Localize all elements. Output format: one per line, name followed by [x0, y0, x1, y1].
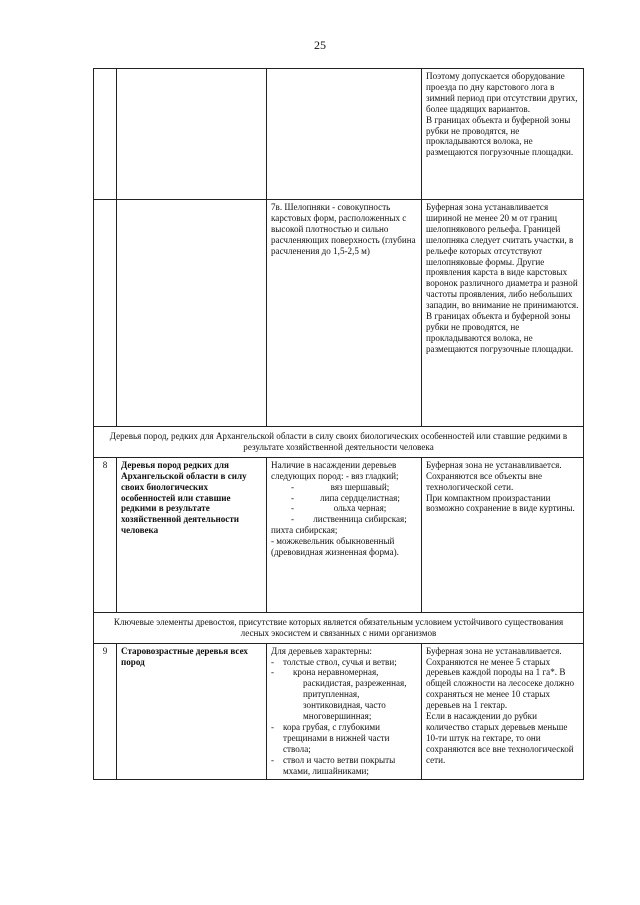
measures-text: Поэтому допускается оборудование проезда по дну карстового лога в зимний период при отсутствии других, более щадящих вариантов. [426, 71, 578, 114]
list-item: - кора грубая, с глубокими трещинами в нижней части ствола; [271, 722, 417, 755]
row-number: 8 [94, 457, 117, 612]
cell-name [117, 69, 267, 200]
measures-text: Сохраняются все объекты вне технологической сети. [426, 470, 543, 492]
cell-num [94, 69, 117, 200]
measures-text: Если в насаждении до рубки количество старых деревьев меньше 10-ти штук на гектаре, то они сохраняются все вне технологической сети. [426, 711, 574, 765]
object-name: Старовозрастные деревья всех пород [117, 643, 267, 779]
measures-text: Буферная зона устанавливается шириной не менее 20 м от границ шелопнякового рельефа. Границей шелопняка следует считать участки, в рельефе которых отсутствуют шелопняковые формы. Другие проявления карста в виде карстовых воронок различного диаметра и разной частоты проявления, либо небольших западин, во внимание не принимаются. [426, 202, 579, 311]
section-heading-row [94, 612, 584, 643]
measures-text: В границах объекта и буферной зоны рубки не проводятся, не прокладываются волока, не размещаются погрузочные площадки. [426, 114, 574, 158]
list-item: - крона неравномерная, [271, 667, 417, 678]
table-row-8 [94, 457, 584, 612]
signs-intro: Наличие в насаждении деревьев следующих пород: - вяз гладкий; [271, 459, 399, 481]
list-item: - ствол и часто ветви покрыты мхами, лишайниками; [271, 755, 417, 777]
signs-intro: Для деревьев характерны: [271, 645, 372, 656]
table-row-9 [94, 643, 584, 779]
cell-signs: 7в. Шелопняки - совокупность карстовых форм, расположенных с высокой плотностью и сильно расчленяющих поверхность (глубина расчленения до 1,5-2,5 м) [267, 200, 422, 427]
list-item: - вяз шершавый; [271, 482, 417, 493]
cell-signs [267, 643, 422, 779]
section-heading: Деревья пород, редких для Архангельской области в силу своих биологических особенностей или ставшие редкими в результате хозяйственной деятельности человека [94, 427, 584, 458]
object-name: Деревья пород редких для Архангельской области в силу своих биологических особенностей или ставшие редкими в результате хозяйственной деятельности человека [117, 457, 267, 612]
measures-text: Сохраняются не менее 5 старых деревьев каждой породы на 1 га*. В общей сложности на лесосеке должно сохраняться не менее 10 старых деревьев на 1 гектар. [426, 656, 575, 711]
list-item: пихта сибирская; [271, 525, 338, 536]
cell-measures [422, 200, 584, 427]
list-item-cont: раскидистая, разреженная, притупленная, зонтиковидная, часто многовершинная; [303, 678, 407, 722]
cell-signs [267, 457, 422, 612]
list-item: - толстые ствол, сучья и ветви; [271, 657, 417, 668]
measures-text: В границах объекта и буферной зоны рубки не проводятся, не прокладываются волока, не размещаются погрузочные площадки. [426, 311, 574, 354]
measures-text: Буферная зона не устанавливается. [426, 645, 562, 656]
list-item: - лиственница сибирская; [271, 514, 417, 525]
list-item: - ольха черная; [271, 503, 417, 514]
signs-tail: - можжевельник обыкновенный (древовидная жизненная форма). [271, 536, 399, 558]
list-item: - липа сердцелистная; [271, 493, 417, 504]
section-heading: Ключевые элементы древостоя, присутствие которых является обязательным условием устойчивого существования лесных экосистем и связанных с ними организмов [94, 612, 584, 643]
cell-measures [422, 69, 584, 200]
table-row-7v [94, 200, 584, 427]
row-number: 9 [94, 643, 117, 779]
measures-text: При компактном произрастании возможно сохранение в виде куртины. [426, 492, 575, 514]
section-heading-row [94, 427, 584, 458]
cell-measures [422, 643, 584, 779]
measures-text: Буферная зона не устанавливается. [426, 459, 562, 470]
cell-measures [422, 457, 584, 612]
document-table [93, 68, 584, 780]
cell-name [117, 200, 267, 427]
species-list [271, 482, 417, 537]
features-list [271, 657, 417, 777]
cell-signs [267, 69, 422, 200]
table-row-continuation [94, 69, 584, 200]
cell-num [94, 200, 117, 427]
page-number: 25 [314, 38, 326, 52]
